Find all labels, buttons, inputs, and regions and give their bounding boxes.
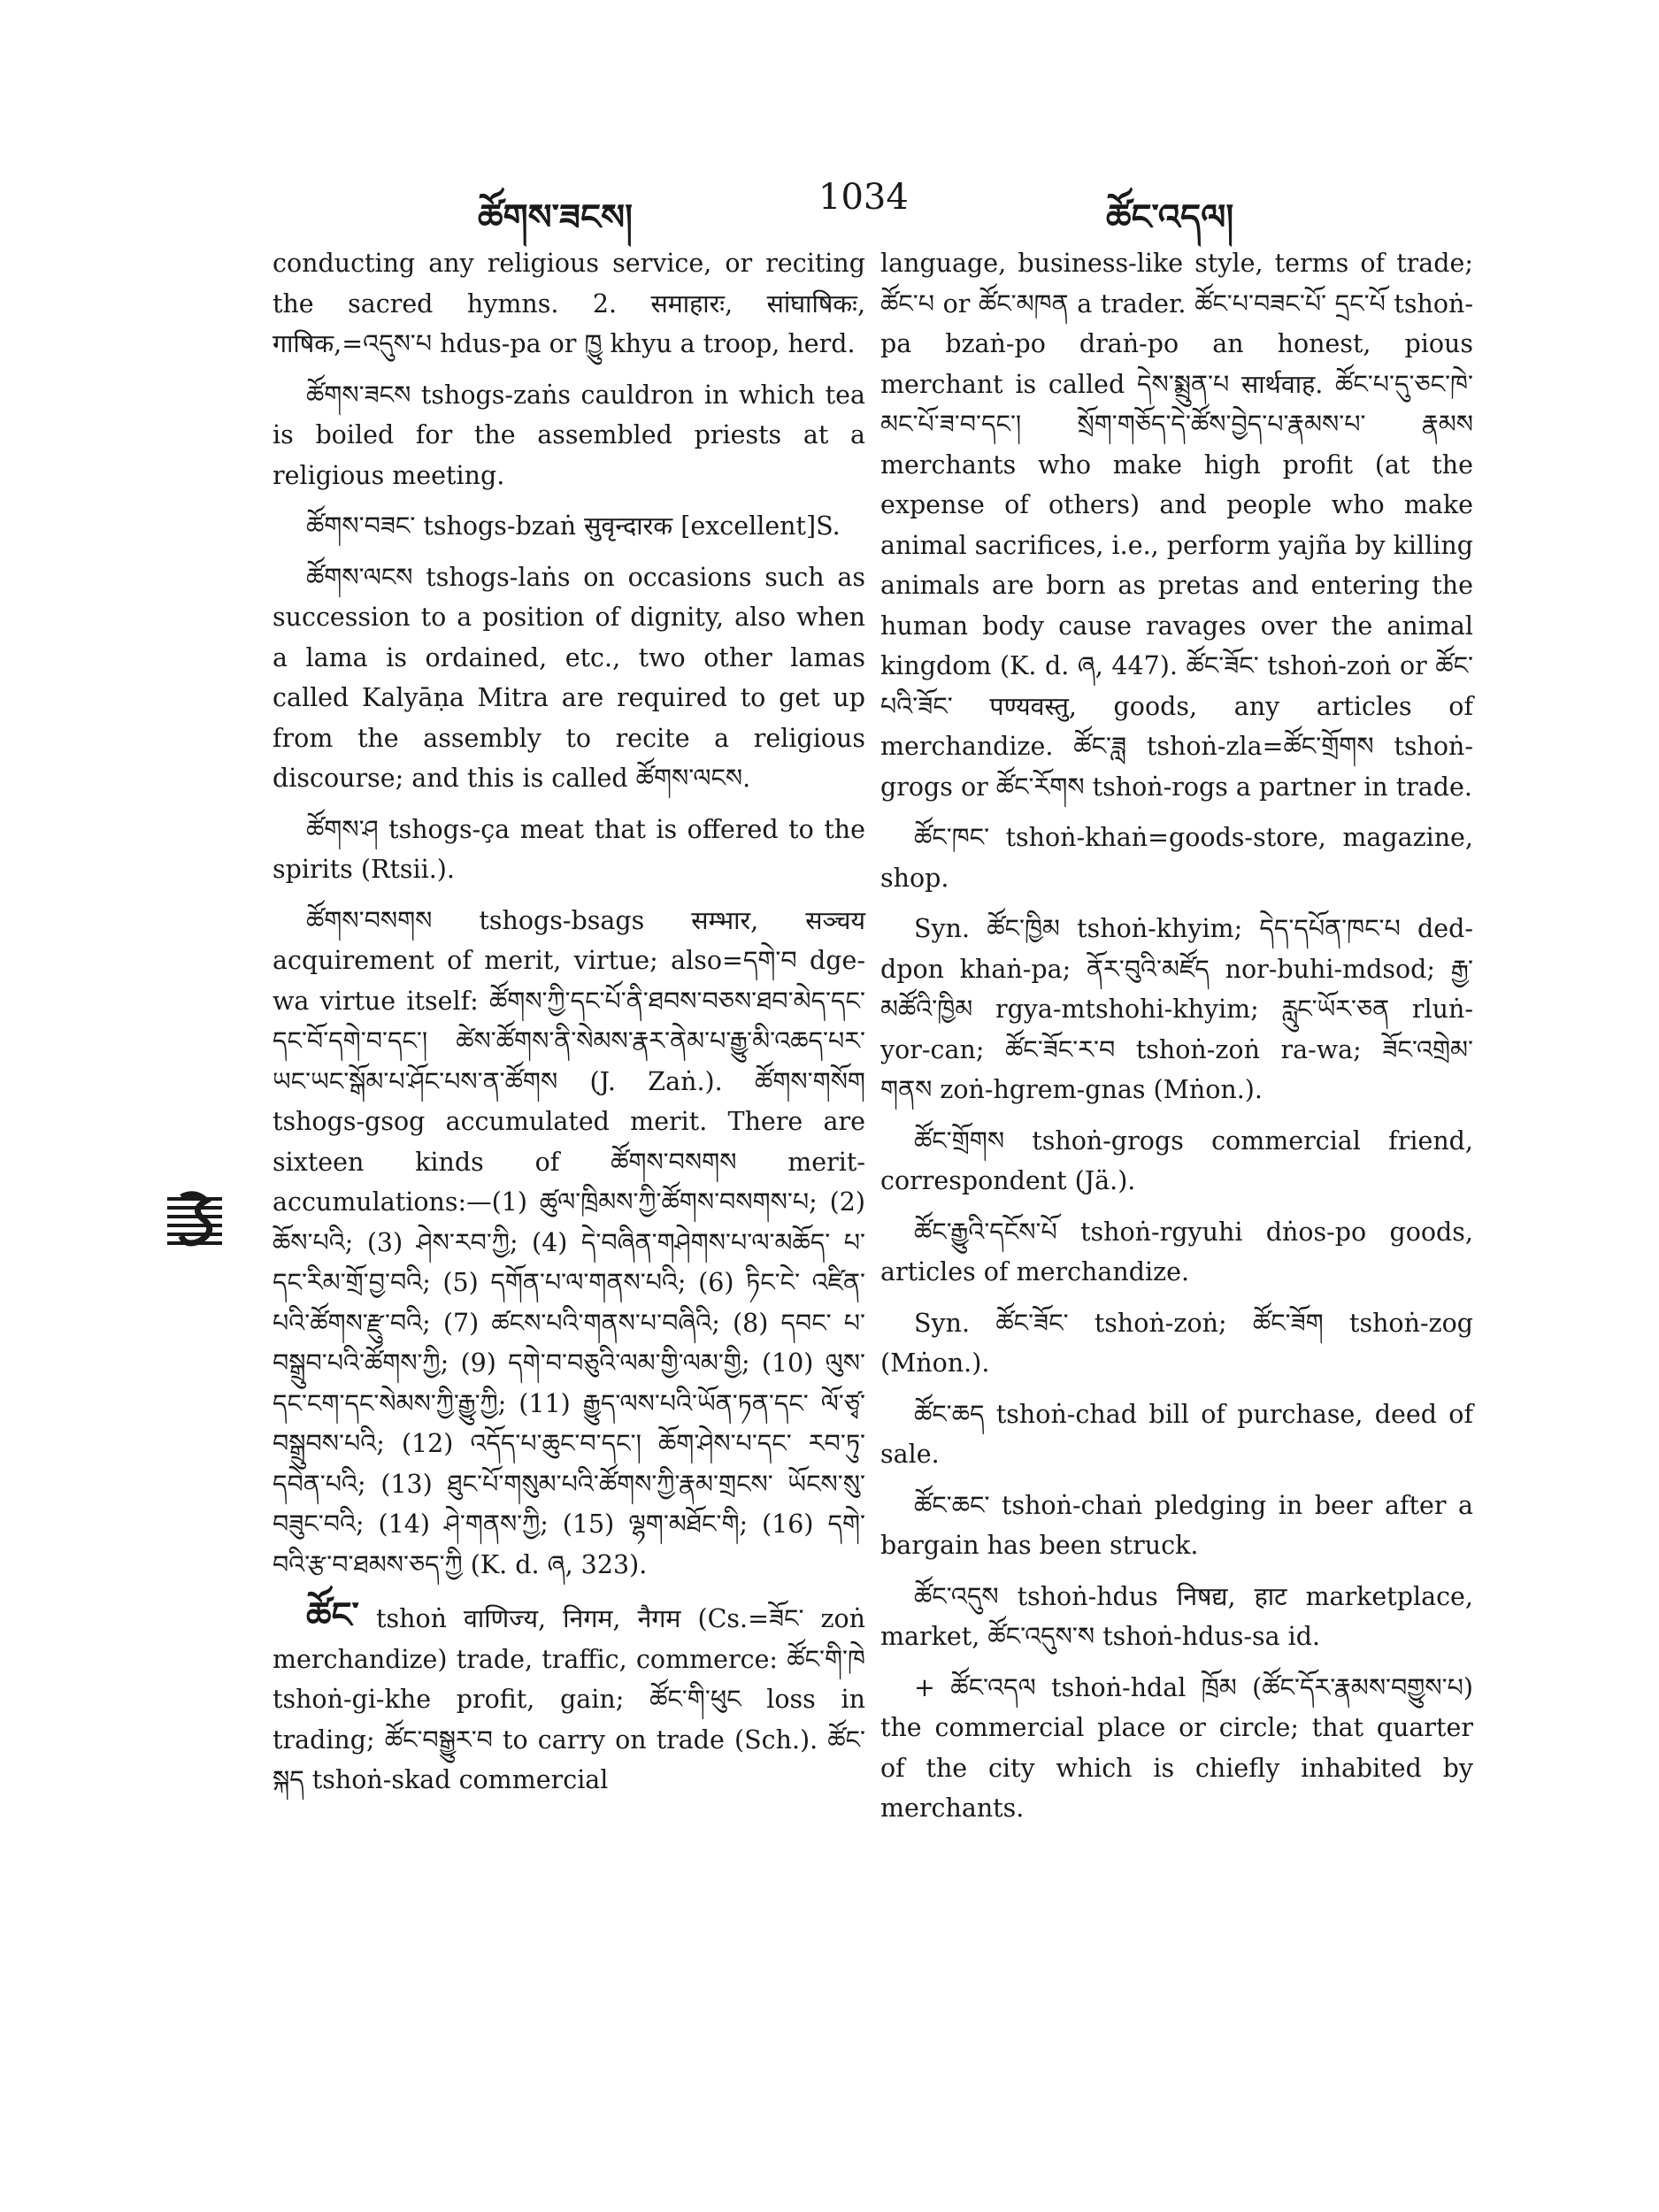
- entry-paragraph: Syn. ཚོང་ཁྱིམ tshoṅ-khyim; དེད་དཔོན་ཁང་པ ded-dpon khaṅ-pa; ནོར་བུའི་མཛོད nor-buhi-mdsod; རྒྱ་མཚོའི་ཁྱིམ rgya-mtshohi-khyim; རླུང་ཡོར་ཅན rluṅ-yor-can; ཚོང་ཟོང་ར་བ tshoṅ-zoṅ ra-wa; ཟོང་འགྲེམ་གནས zoṅ-hgrem-gnas (Mṅon.).: [880, 914, 1473, 1104]
- entry-paragraph: ཚོང་ཆད tshoṅ-chad bill of purchase, deed of sale.: [880, 1399, 1473, 1469]
- entry-paragraph: + ཚོང་འདལ tshoṅ-hdal ཁྲོམ (ཚོང་དོར་རྣམས་བགྱུས་པ) the commercial place or circle; that quarter of the city which is chiefly inhabited by merchants.: [880, 1672, 1473, 1823]
- entry-paragraph: language, business-like style, terms of trade; ཚོང་པ or ཚོང་མཁན a trader. ཚོང་པ་བཟང་པོ་ དྲང་པོ tshoṅ-pa bzaṅ-po draṅ-po an honest, pious merchant is called དེས་སྨྲུན་པ सार्थवाह. ཚོང་པ་དུ་ཅང་ཁེ་མང་པོ་ཟ་བ་དང་། སྲོག་གཅོད་དེ་ཚོས་བྱེད་པ་རྣམས་པ་ རྣམས merchants who make high profit (at the expense of others) and people who make animal sacrifices, i.e., perform yajña by killing animals are born as pretas and entering the human body cause ravages over the animal kingdom (K. d. ཞ, 447). ཚོང་ཟོང་ tshoṅ-zoṅ or ཚོང་པའི་ཟོང་ पण्यवस्तु, goods, any articles of merchandize. ཚོང་ཟླ tshoṅ-zla=ཚོང་གྲོགས tshoṅ-grogs or ཚོང་རོགས tshoṅ-rogs a partner in trade.: [880, 249, 1473, 802]
- header-right-headword: ཚོང་འདལ།: [1106, 196, 1234, 238]
- entry-paragraph: ཚོགས་བསགས tshogs-bsags सम्भार, सञ्चय acquirement of merit, virtue; also=དགེ་བ dge-wa virtue itself: ཚོགས་ཀྱི་དང་པོ་ནི་ཐབས་བཅས་ཐབ་མེད་དང་ དང་བོ་དགེ་བ་དང་། ཚེས་ཚོགས་ནི་སེམས་རྣར་ནེམ་པ་རྒྱུ་མི་འཆད་པར་ ཡང་ཡང་སྒོམ་པ་ཤོང་པས་ན་ཚོགས (J. Zaṅ.). ཚོགས་གསོག tshogs-gsog accumulated merit. There are sixteen kinds of ཚོགས་བསགས merit-accumulations:—(1) ཚུལ་ཁྲིམས་ཀྱི་ཚོགས་བསགས་པ; (2) ཆོས་པའི; (3) ཤེས་རབ་ཀྱི; (4) དེ་བཞིན་གཤེགས་པ་ལ་མཆོད་ པ་དང་རིམ་གྲོ་བྱ་བའི; (5) དགོན་པ་ལ་གནས་པའི; (6) ཏིང་ངེ་ འཛིན་པའི་ཚོགས་རྫུ་བའི; (7) ཚངས་པའི་གནས་པ་བཞིའི; (8) དབང་ པ་བསྒྲུབ་པའི་ཚོགས་ཀྱི; (9) དགེ་བ་བཅུའི་ལམ་གྱི་ལམ་གྱི; (10) ལུས་དང་ངག་དང་སེམས་ཀྱི་རྒྱུ་ཀྱི; (11) རྒྱུད་ལས་པའི་ཡོན་ཏན་དང་ ལོ་ཙྭ་བསྒྲུབས་པའི; (12) འདོད་པ་ཆུང་བ་དང་། ཆོག་ཤེས་པ་དང་ རབ་ཏུ་དབེན་པའི; (13) ཐུང་པོ་གསུམ་པའི་ཚོགས་ཀྱི་རྣམ་གྲངས་ ཡོངས་སུ་བཟུང་བའི; (14) ཤེ་གནས་ཀྱི; (15) ལྷག་མཐོང་གི; (16) དགེ་བའི་རྩ་བ་ཐམས་ཅད་ཀྱི (K. d. ཞ, 323).: [273, 905, 865, 1579]
- entry-paragraph: ཚོགས་ཟངས tshogs-zaṅs cauldron in which tea is boiled for the assembled priests at a religious meeting.: [273, 380, 865, 490]
- entry-paragraph: conducting any religious service, or reciting the sacred hymns. 2. समाहारः, सांघाषिकः, गाषिक,=འདུས་པ hdus-pa or ཁྱུ khyu a troop, herd.: [273, 249, 865, 358]
- entry-paragraph: ཚོང་ཆང་ tshoṅ-chaṅ pledging in beer after a bargain has been struck.: [880, 1490, 1473, 1560]
- entry-paragraph: Syn. ཚོང་ཟོང་ tshoṅ-zoṅ; ཚོང་ཟོག tshoṅ-zog (Mṅon.).: [880, 1308, 1473, 1378]
- header-left-headword: ཚོགས་ཟངས།: [478, 196, 633, 238]
- entry-paragraph: ཚོགས་ཤ tshogs-ça meat that is offered to the spirits (Rtsii.).: [273, 814, 865, 884]
- entry-paragraph: ཚོགས་ལངས tshogs-laṅs on occasions such as succession to a position of dignity, also when a lama is ordained, etc., two other lamas called Kalyāṇa Mitra are required to get up from the assembly to recite a religious discourse; and this is called ཚོགས་ལངས.: [273, 562, 865, 793]
- left-column: [273, 243, 865, 1811]
- headword-entry: [273, 1595, 865, 1801]
- page-number: 1034: [818, 177, 909, 218]
- entry-paragraph: ཚོང་ཁང་ tshoṅ-khaṅ=goods-store, magazine, shop.: [880, 823, 1473, 893]
- headword-definition: tshoṅ वाणिज्य, निगम, नैगम (Cs.=ཟོང་ zoṅ merchandize) trade, traffic, commerce: ཚོང་གི་ཁེ tshoṅ-gi-khe profit, gain; ཚོང་གི་ཕུང loss in trading; ཚོང་བསྒྱུར་བ to carry on trade (Sch.). ཚོང་སྐད tshoṅ-skad commercial: [273, 1604, 866, 1794]
- right-column: [880, 243, 1473, 1839]
- entry-paragraph: ཚོང་འདུས tshoṅ-hdus निषद्य, हाट marketplace, market, ཚོང་འདུས་ས tshoṅ-hdus-sa id.: [880, 1581, 1473, 1651]
- entry-paragraph: ཚོགས་བཟང་ tshogs-bzaṅ सुवृन्दारक [excellent]S.: [306, 511, 841, 541]
- page-header: [257, 177, 1451, 238]
- entry-paragraph: ཚོང་གྲོགས tshoṅ-grogs commercial friend, correspondent (Jä.).: [880, 1125, 1473, 1195]
- headword-lemma: ཚོང་: [306, 1594, 359, 1636]
- section-marker-icon: [164, 1190, 226, 1252]
- entry-paragraph: ཚོང་རྒྱུའི་དངོས་པོ tshoṅ-rgyuhi dṅos-po goods, articles of merchandize.: [880, 1217, 1473, 1286]
